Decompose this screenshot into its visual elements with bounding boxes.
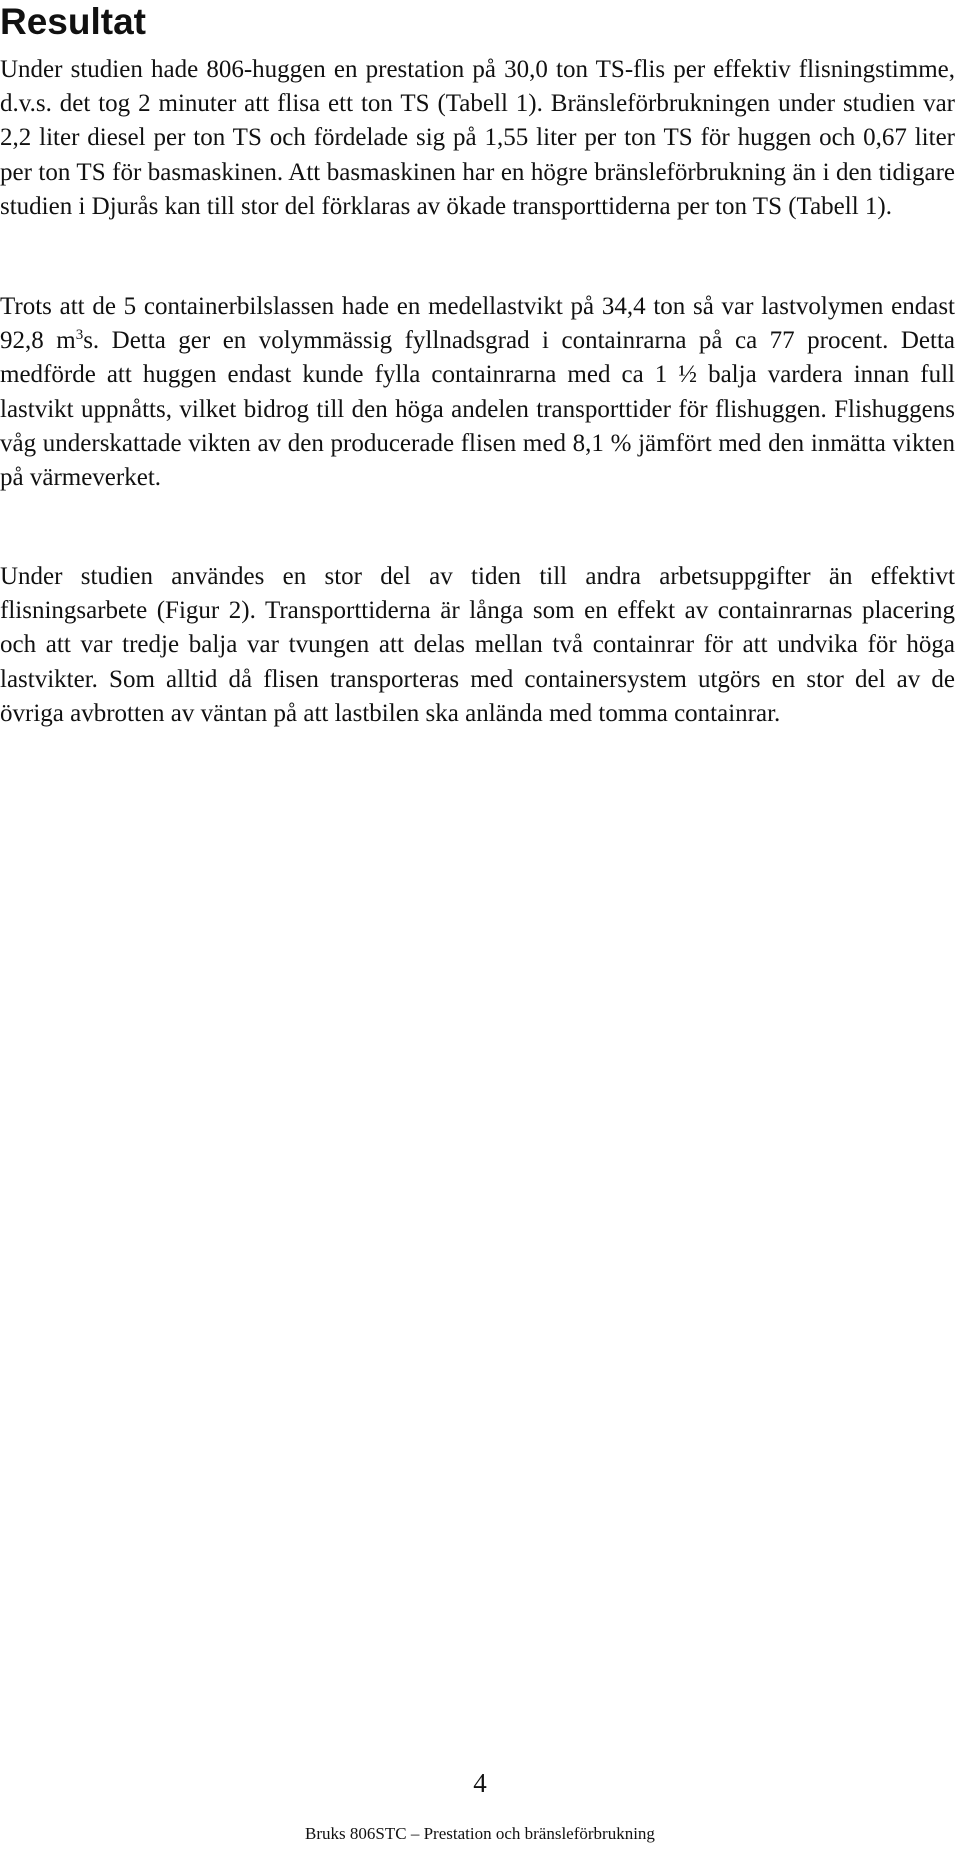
paragraph-2-part-a: Trots att de 5 containerbilslassen hade en medellastvikt på 34,4 ton så var lastvolymen endast 92,8 m [0, 293, 955, 355]
section-heading: Resultat [0, 1, 146, 42]
page-footer: Bruks 806STC – Prestation och bränsleförbrukning [305, 1824, 655, 1843]
paragraph-3: Under studien användes en stor del av tiden till andra arbetsuppgifter än effektivt flisningsarbete (Figur 2). Transporttiderna är långa som en effekt av containrarnas placering och att var tredje balja var tvungen att delas mellan två containrar för att undvika för höga lastvikter. Som alltid då flisen transporteras med containersystem utgörs en stor del av de övriga avbrotten av väntan på att lastbilen ska anlända med tomma containrar. [0, 563, 955, 727]
paragraph-1-part-b: Att basmaskinen har en högre bränsleförbrukning än i den tidigare studien i Djurås kan till stor del förklaras av ökade transporttiderna per ton TS (Tabell 1). [0, 158, 955, 220]
paragraph-2-part-b: s. Detta ger en volymmässig fyllnadsgrad i containrarna på ca 77 procent. Detta medförde att huggen endast kunde fylla containrarna med ca 1 ½ balja vardera innan full lastvikt uppnåtts, vilket bidrog till den höga andelen transporttider för flishuggen. Flishuggens våg underskattade vikten av den producerade flisen med 8,1 % jämfört med den inmätta vikten på värmeverket. [0, 327, 955, 492]
paragraph-1 [0, 53, 955, 224]
paragraph-1-part-a: Under studien hade 806-huggen en prestation på 30,0 ton TS-flis per effektiv flisningstimme, d.v.s. det tog 2 minuter att flisa ett ton TS (Tabell 1). Bränsleförbrukningen under studien var 2,2 liter diesel per ton TS och fördelade sig på 1,55 liter per ton TS för huggen och 0,67 liter per ton TS för basmaskinen. [0, 56, 955, 186]
cubic-superscript: 3 [75, 327, 84, 344]
page-number: 4 [473, 1768, 487, 1798]
paragraph-2 [0, 290, 955, 495]
